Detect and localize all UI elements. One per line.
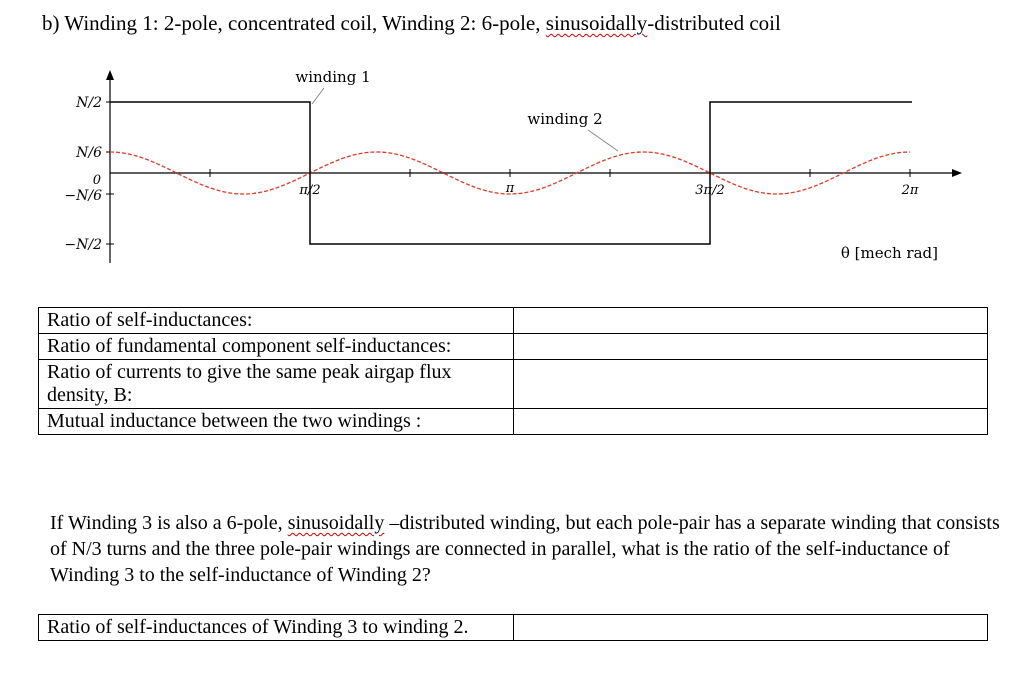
answer-cell[interactable] bbox=[514, 334, 988, 360]
question-text-1: If Winding 3 is also a 6-pole, bbox=[50, 512, 288, 534]
table-row bbox=[39, 334, 988, 360]
table-row bbox=[39, 409, 988, 435]
y-tick-label-n2: N/2 bbox=[76, 95, 102, 111]
row-label: Ratio of self-inductances: bbox=[39, 308, 514, 334]
row-label: Mutual inductance between the two windings : bbox=[39, 409, 514, 435]
y-tick-label-mn2: −N/2 bbox=[64, 237, 102, 253]
problem-heading bbox=[42, 11, 781, 36]
answer-cell[interactable] bbox=[514, 308, 988, 334]
winding2-leader bbox=[588, 130, 618, 151]
heading-text-1: b) Winding 1: 2-pole, concentrated coil, Winding 2: 6-pole, bbox=[42, 11, 546, 35]
x-tick-label-2pi: 2π bbox=[901, 183, 919, 198]
question-spellcheck-word: sinusoidally bbox=[287, 512, 385, 534]
x-tick-label-3pi2: 3π/2 bbox=[695, 183, 725, 198]
answer-table bbox=[38, 307, 988, 435]
y-tick-label-mn6: −N/6 bbox=[64, 188, 102, 204]
row-label: Ratio of self-inductances of Winding 3 to winding 2. bbox=[39, 615, 514, 641]
table-row bbox=[39, 615, 988, 641]
row-label: Ratio of currents to give the same peak airgap flux density, B: bbox=[39, 360, 514, 409]
x-tick-label-pi2: π/2 bbox=[299, 183, 321, 198]
table-row bbox=[39, 308, 988, 334]
x-axis-label: θ [mech rad] bbox=[840, 244, 938, 262]
winding1-label: winding 1 bbox=[295, 68, 371, 86]
y-axis-arrow bbox=[106, 70, 114, 80]
x-axis-arrow bbox=[952, 169, 962, 177]
row-label: Ratio of fundamental component self-inductances: bbox=[39, 334, 514, 360]
y-tick-label-n6: N/6 bbox=[76, 145, 102, 161]
heading-spellcheck-word: sinusoidally bbox=[545, 11, 648, 35]
answer-cell[interactable] bbox=[514, 409, 988, 435]
question-paragraph bbox=[50, 510, 1000, 588]
x-tick-label-pi: π bbox=[505, 181, 515, 196]
answer-table-2 bbox=[38, 614, 988, 641]
y-tick-label-zero: 0 bbox=[92, 173, 101, 188]
question-text-2: –distributed winding, but each pole-pair has a separate winding that consists of N/3 turns and the three pole-pair windings are connected in parallel, what is the ratio of the self-inductance of Winding 3 to the self-inductance of Winding 2? bbox=[50, 512, 1000, 586]
table-row bbox=[39, 360, 988, 409]
answer-cell[interactable] bbox=[514, 360, 988, 409]
heading-text-2: -distributed coil bbox=[647, 11, 781, 35]
winding2-label: winding 2 bbox=[527, 110, 603, 128]
winding1-leader bbox=[312, 88, 324, 104]
answer-cell[interactable] bbox=[514, 615, 988, 641]
mmf-figure bbox=[0, 58, 1024, 278]
